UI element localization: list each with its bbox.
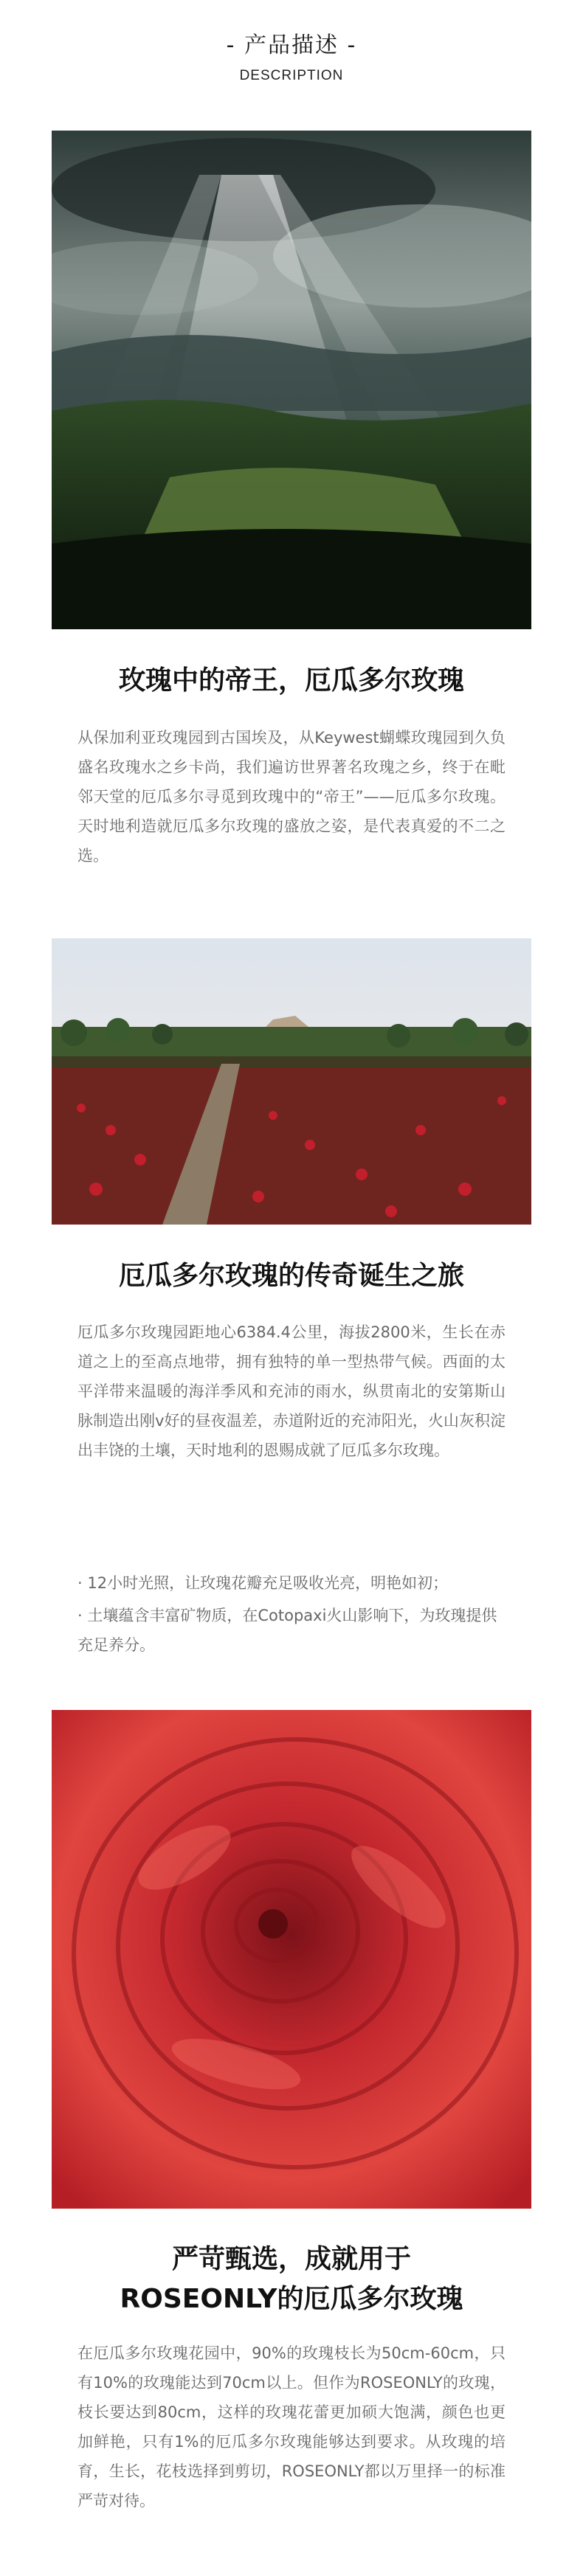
section-heading-emperor: 玫瑰中的帝王，厄瓜多尔玫瑰 xyxy=(118,665,464,696)
section-paragraph-origin xyxy=(77,1318,506,1465)
paragraph-text: 厄瓜多尔玫瑰园距地心6384.4公里，海拔2800米，生长在赤道之上的至高点地带，拥有独特的单一型热带气候。西面的太平洋带来温暖的海洋季风和充沛的雨水，纵贯南北的安第斯山脉制造出刚v好的昼夜温差，赤道附近的充沛阳光，火山灰积淀出丰饶的土壤，天时地利的恩赐成就了厄瓜多尔玫瑰。 xyxy=(77,1323,506,1459)
section-paragraph-emperor xyxy=(77,723,506,870)
page-title: - 产品描述 - xyxy=(226,32,357,58)
valley-sunbeams-photo xyxy=(52,131,531,629)
paragraph-text: 在厄瓜多尔玫瑰花园中，90%的玫瑰枝长为50cm-60cm，只有10%的玫瑰能达到70cm以上。但作为ROSEONLY的玫瑰，枝长要达到80cm，这样的玫瑰花蕾更加硕大饱满，颜色也更加鲜艳，只有1%的厄瓜多尔玫瑰能够达到要求。从玫瑰的培育，生长，花枝选择到剪切，ROSEONLY都以万里择一的标准严苛对待。 xyxy=(77,2344,506,2510)
section-heading-selection xyxy=(0,2240,583,2319)
section-heading-origin: 厄瓜多尔玫瑰的传奇诞生之旅 xyxy=(118,1261,464,1291)
bullet-sunlight: · 12小时光照，让玫瑰花瓣充足吸收光亮，明艳如初； xyxy=(77,1574,449,1592)
paragraph-text: 从保加利亚玫瑰园到古国埃及，从Keywest蝴蝶玫瑰园到久负盛名玫瑰水之乡卡尚，我们遍访世界著名玫瑰之乡，终于在毗邻天堂的厄瓜多尔寻觅到玫瑰中的“帝王”——厄瓜多尔玫瑰。天时地利造就厄瓜多尔玫瑰的盛放之姿，是代表真爱的不二之选。 xyxy=(77,729,506,865)
red-rose-closeup-photo xyxy=(52,1710,531,2209)
section-paragraph-selection xyxy=(77,2338,506,2516)
heading-line-1: 严苛甄选，成就用于 xyxy=(171,2244,411,2274)
heading-line-2: ROSEONLY的厄瓜多尔玫瑰 xyxy=(120,2284,463,2314)
page-subtitle: DESCRIPTION xyxy=(239,68,344,83)
rose-field-photo xyxy=(52,938,531,1225)
bullet-soil: · 土壤蕴含丰富矿物质，在Cotopaxi火山影响下，为玫瑰提供充足养分。 xyxy=(77,1607,497,1654)
